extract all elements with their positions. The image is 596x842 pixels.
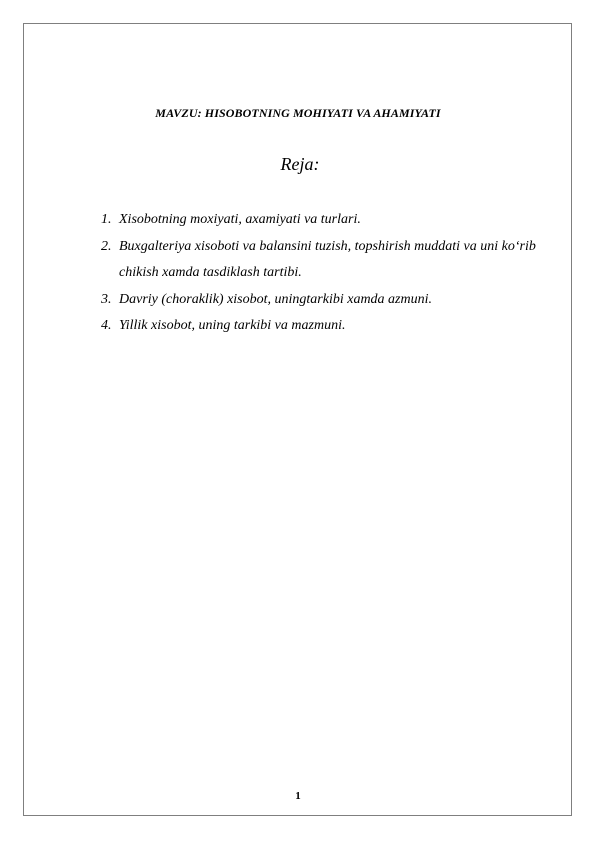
document-title: MAVZU: HISOBOTNING MOHIYATI VA AHAMIYATI xyxy=(155,106,441,120)
page-number: 1 xyxy=(295,790,301,802)
plan-item-number: 4. xyxy=(101,318,112,333)
plan-item xyxy=(101,234,541,287)
plan-item xyxy=(101,287,541,314)
plan-item-text: Yillik xisobot, uning tarkibi va mazmuni. xyxy=(119,318,346,333)
plan-item-text: Davriy (choraklik) xisobot, uningtarkibi xamda azmuni. xyxy=(119,291,433,307)
plan-item-number: 1. xyxy=(101,212,112,227)
plan-item xyxy=(101,313,541,340)
plan-list xyxy=(101,207,541,340)
plan-item xyxy=(101,207,541,234)
plan-item-number: 3. xyxy=(101,291,112,307)
plan-item-text: Xisobotning moxiyati, axamiyati va turlari. xyxy=(119,212,361,227)
plan-item-text: Buxgalteriya xisoboti va balansini tuzish, topshirish muddati va uni ko‘rib chikish xamda tasdiklash tartibi. xyxy=(119,238,536,280)
plan-heading: Reja: xyxy=(280,154,320,174)
plan-item-number: 2. xyxy=(101,238,112,254)
page-border xyxy=(23,23,572,816)
